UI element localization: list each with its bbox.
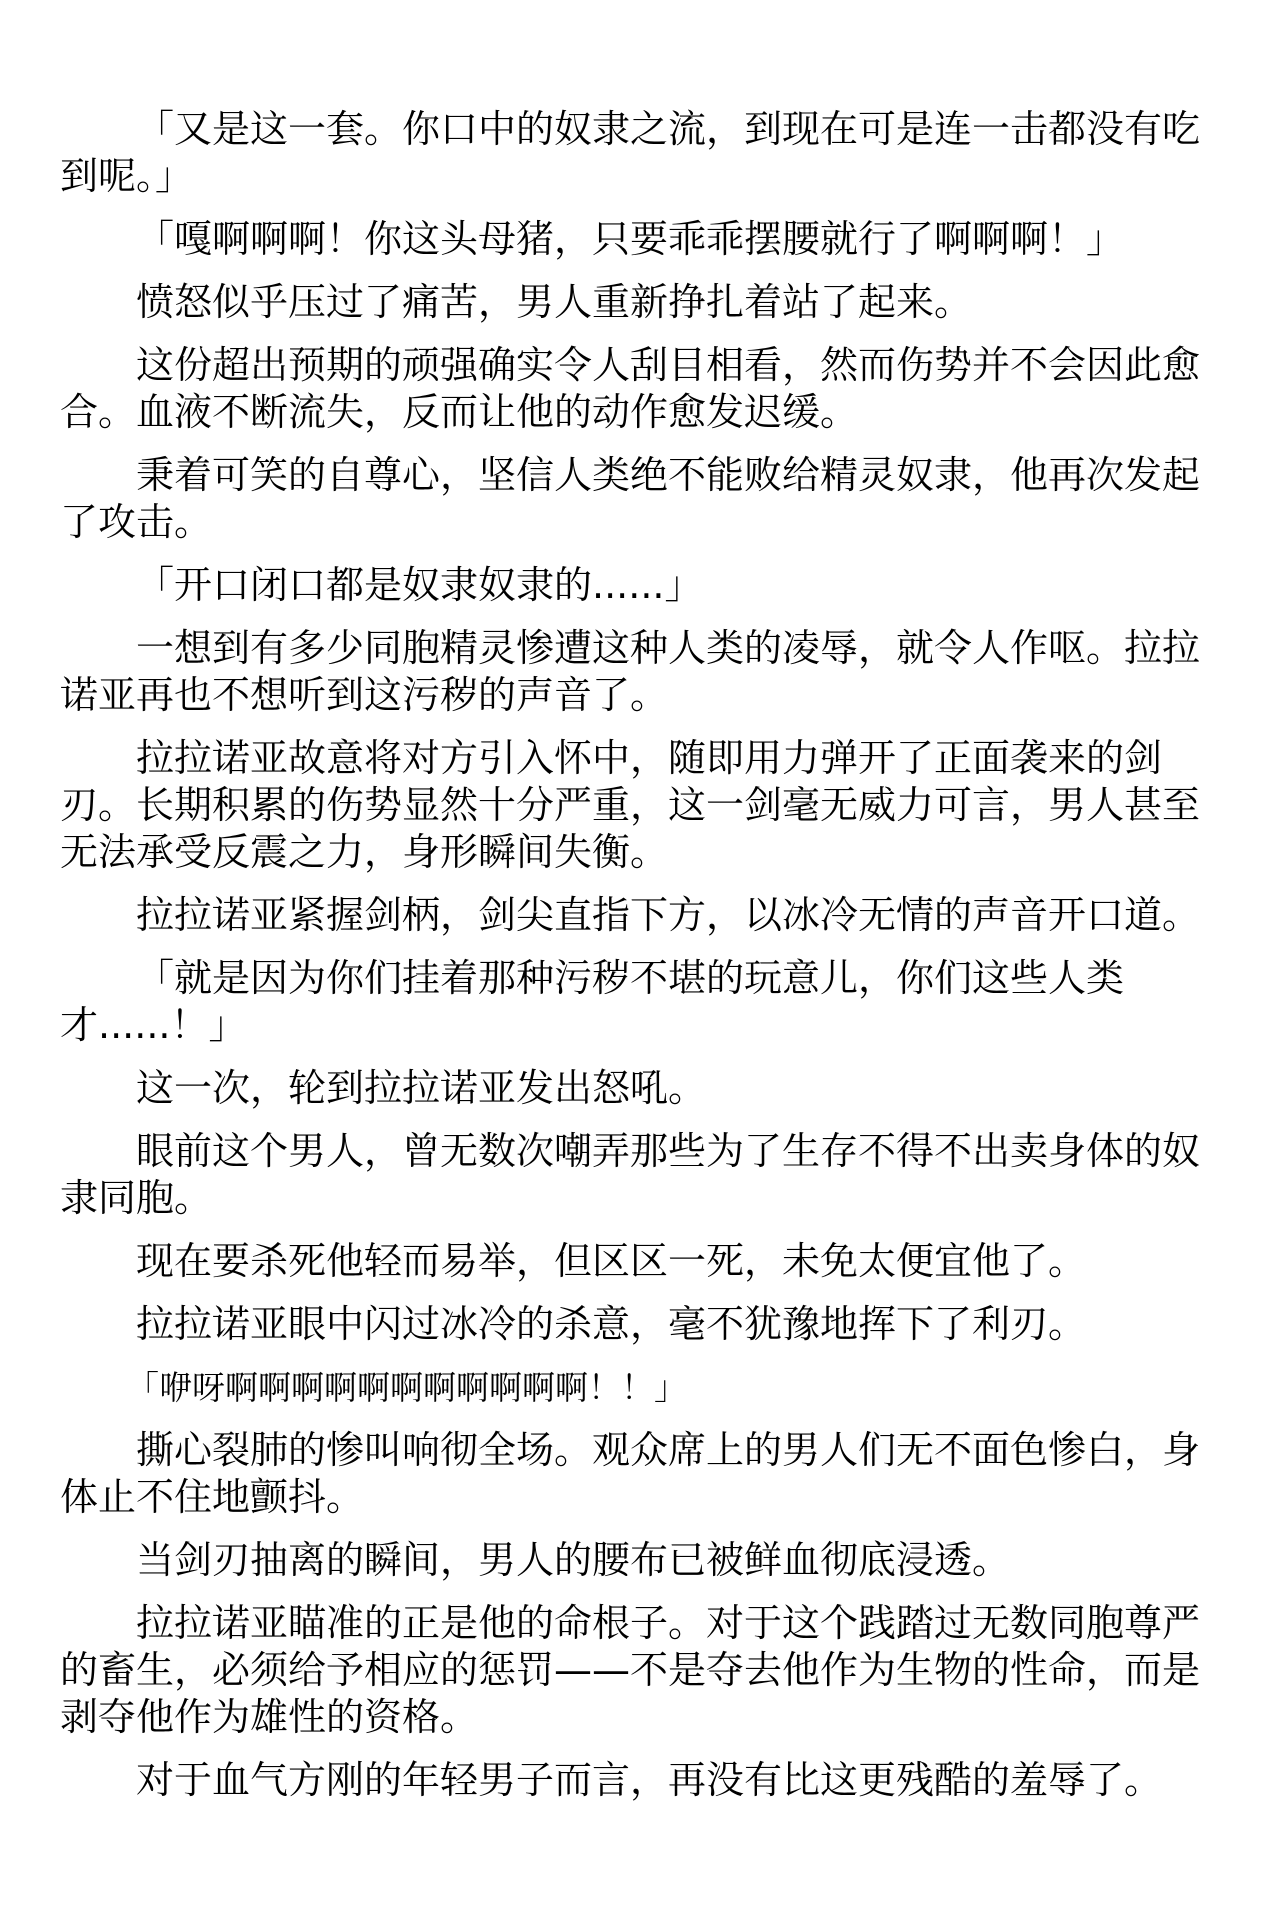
paragraph: 「又是这一套。你口中的奴隶之流，到现在可是连一击都没有吃到呢。」: [60, 107, 1201, 198]
paragraph: 「嘎啊啊啊！你这头母猪，只要乖乖摆腰就行了啊啊啊！」: [136, 217, 1125, 261]
paragraph-scream: 「咿呀啊啊啊啊啊啊啊啊啊啊啊！！」: [126, 1368, 687, 1407]
paragraph: 「就是因为你们挂着那种污秽不堪的玩意儿，你们这些人类才......！」: [60, 956, 1125, 1047]
paragraph: 拉拉诺亚紧握剑柄，剑尖直指下方，以冰冷无情的声音开口道。: [136, 893, 1201, 937]
paragraph: 这一次，轮到拉拉诺亚发出怒吼。: [136, 1066, 707, 1110]
paragraph: 现在要杀死他轻而易举，但区区一死，未免太便宜他了。: [136, 1239, 1087, 1283]
paragraph: 拉拉诺亚眼中闪过冰冷的杀意，毫不犹豫地挥下了利刃。: [136, 1302, 1087, 1346]
paragraph: 「开口闭口都是奴隶奴隶的......」: [136, 563, 703, 607]
paragraph: 秉着可笑的自尊心，坚信人类绝不能败给精灵奴隶，他再次发起了攻击。: [60, 453, 1201, 544]
paragraph: 拉拉诺亚瞄准的正是他的命根子。对于这个践踏过无数同胞尊严的畜生，必须给予相应的惩罚——不是夺去他作为生物的性命，而是剥夺他作为雄性的资格。: [60, 1601, 1201, 1739]
paragraph: 当剑刃抽离的瞬间，男人的腰布已被鲜血彻底浸透。: [136, 1538, 1011, 1582]
paragraph: 对于血气方刚的年轻男子而言，再没有比这更残酷的羞辱了。: [136, 1758, 1163, 1802]
paragraph: 这份超出预期的顽强确实令人刮目相看，然而伤势并不会因此愈合。血液不断流失，反而让他的动作愈发迟缓。: [60, 343, 1201, 434]
paragraph: 愤怒似乎压过了痛苦，男人重新挣扎着站了起来。: [136, 280, 973, 324]
paragraph: 撕心裂肺的惨叫响彻全场。观众席上的男人们无不面色惨白，身体止不住地颤抖。: [60, 1428, 1201, 1519]
paragraph: 一想到有多少同胞精灵惨遭这种人类的凌辱，就令人作呕。拉拉诺亚再也不想听到这污秽的声音了。: [60, 626, 1201, 717]
paragraph: 眼前这个男人，曾无数次嘲弄那些为了生存不得不出卖身体的奴隶同胞。: [60, 1129, 1201, 1220]
paragraph: 拉拉诺亚故意将对方引入怀中，随即用力弹开了正面袭来的剑刃。长期积累的伤势显然十分严重，这一剑毫无威力可言，男人甚至无法承受反震之力，身形瞬间失衡。: [60, 736, 1201, 874]
